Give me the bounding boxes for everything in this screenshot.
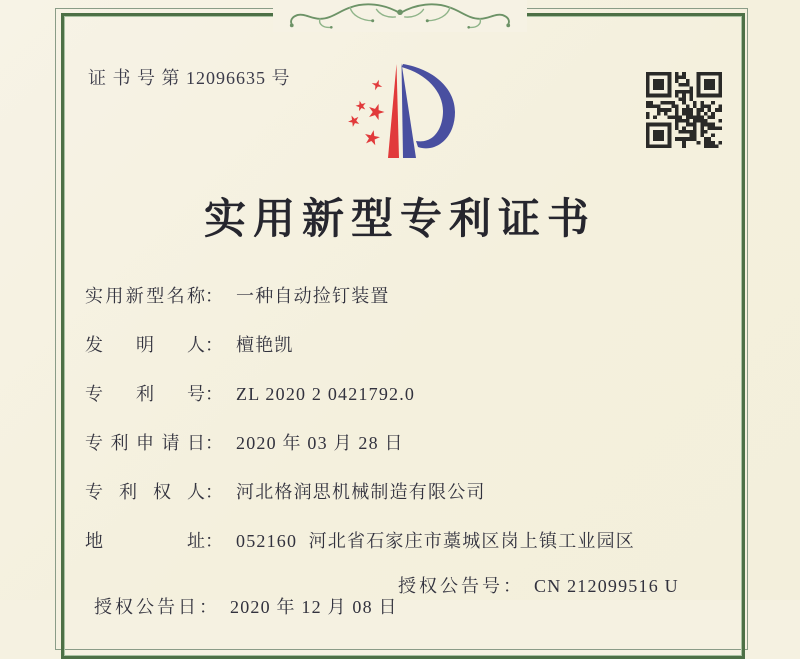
field-colon: ： (205, 335, 223, 355)
field-row-inventor (85, 336, 635, 355)
field-value: ZL 2020 2 0421792.0 (236, 384, 416, 404)
field-value: 檀艳凯 (236, 335, 294, 355)
field-colon: ： (503, 576, 521, 596)
field-colon: ： (199, 597, 217, 617)
field-value: 052160 河北省石家庄市藁城区岗上镇工业园区 (236, 531, 635, 551)
field-colon: ： (205, 286, 223, 306)
grant-date-label: 授权公告日 (94, 597, 199, 617)
floral-flourish-icon (273, 0, 527, 32)
field-list (85, 287, 635, 581)
certificate-number: 证 书 号 第 12096635 号 (88, 68, 291, 88)
field-row-filing-date (85, 434, 635, 453)
field-label: 发明人 (85, 335, 205, 355)
footer-row (85, 572, 679, 640)
field-value: 一种自动捡钉装置 (236, 286, 390, 306)
field-label: 专利申请日 (85, 433, 205, 453)
field-colon: ： (205, 384, 223, 404)
qr-code-icon (646, 72, 722, 148)
field-value: 河北格润思机械制造有限公司 (236, 482, 486, 502)
grant-number-pair (398, 572, 679, 598)
field-colon: ： (205, 482, 223, 502)
field-colon: ： (205, 433, 223, 453)
field-row-address (85, 532, 635, 551)
field-label: 专利号 (85, 384, 205, 404)
field-label: 地址 (85, 531, 205, 551)
grant-date-pair (94, 597, 398, 617)
qr-modules (646, 72, 722, 148)
grant-number-label: 授权公告号 (398, 576, 503, 596)
field-value: 2020 年 03 月 28 日 (236, 433, 404, 453)
certificate-title: 实用新型专利证书 (203, 197, 596, 243)
cnipa-patent-logo-icon (335, 55, 465, 170)
field-row-patent-number (85, 385, 635, 404)
field-row-name (85, 287, 635, 306)
grant-date-value: 2020 年 12 月 08 日 (230, 597, 398, 617)
grant-number-value: CN 212099516 U (534, 576, 679, 596)
field-row-patentee (85, 483, 635, 502)
field-colon: ： (205, 531, 223, 551)
field-label: 专利权人 (85, 482, 205, 502)
field-label: 实用新型名称 (85, 286, 205, 306)
